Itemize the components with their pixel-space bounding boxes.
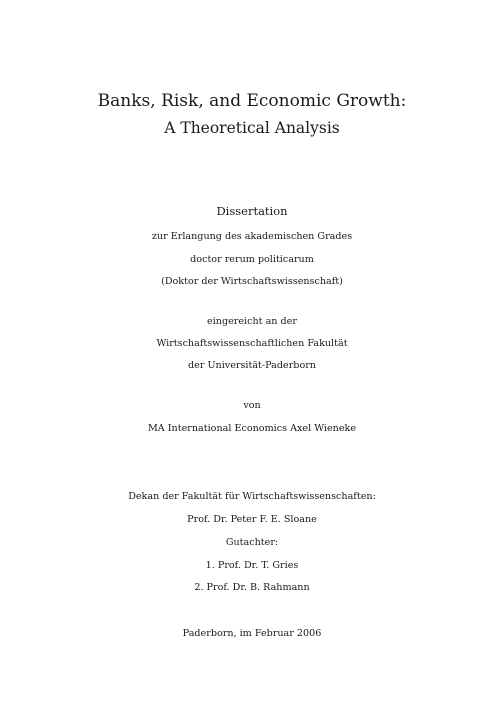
degree-name: doctor rerum politicarum (190, 254, 314, 265)
reviewer-1: 1. Prof. Dr. T. Gries (205, 560, 299, 571)
by-label: von (243, 400, 261, 411)
submitted-to-label: eingereicht an der (207, 316, 297, 327)
dissertation-heading: Dissertation (216, 204, 288, 218)
document-title: Banks, Risk, and Economic Growth: (97, 91, 407, 111)
document-subtitle: A Theoretical Analysis (164, 119, 340, 137)
reviewers-label: Gutachter: (225, 537, 279, 548)
faculty-name: Wirtschaftswissenschaftlichen Fakultät (156, 338, 348, 349)
university-name: der Universität-Paderborn (188, 360, 316, 371)
degree-translation: (Doktor der Wirtschaftswissenschaft) (161, 276, 343, 287)
place-and-date: Paderborn, im Februar 2006 (182, 628, 322, 639)
degree-purpose: zur Erlangung des akademischen Grades (151, 231, 353, 242)
reviewer-2: 2. Prof. Dr. B. Rahmann (194, 582, 310, 593)
dean-label: Dekan der Fakultät für Wirtschaftswissenschaften: (128, 491, 376, 502)
dean-name: Prof. Dr. Peter F. E. Sloane (187, 514, 317, 525)
author-name: MA International Economics Axel Wieneke (147, 423, 357, 434)
